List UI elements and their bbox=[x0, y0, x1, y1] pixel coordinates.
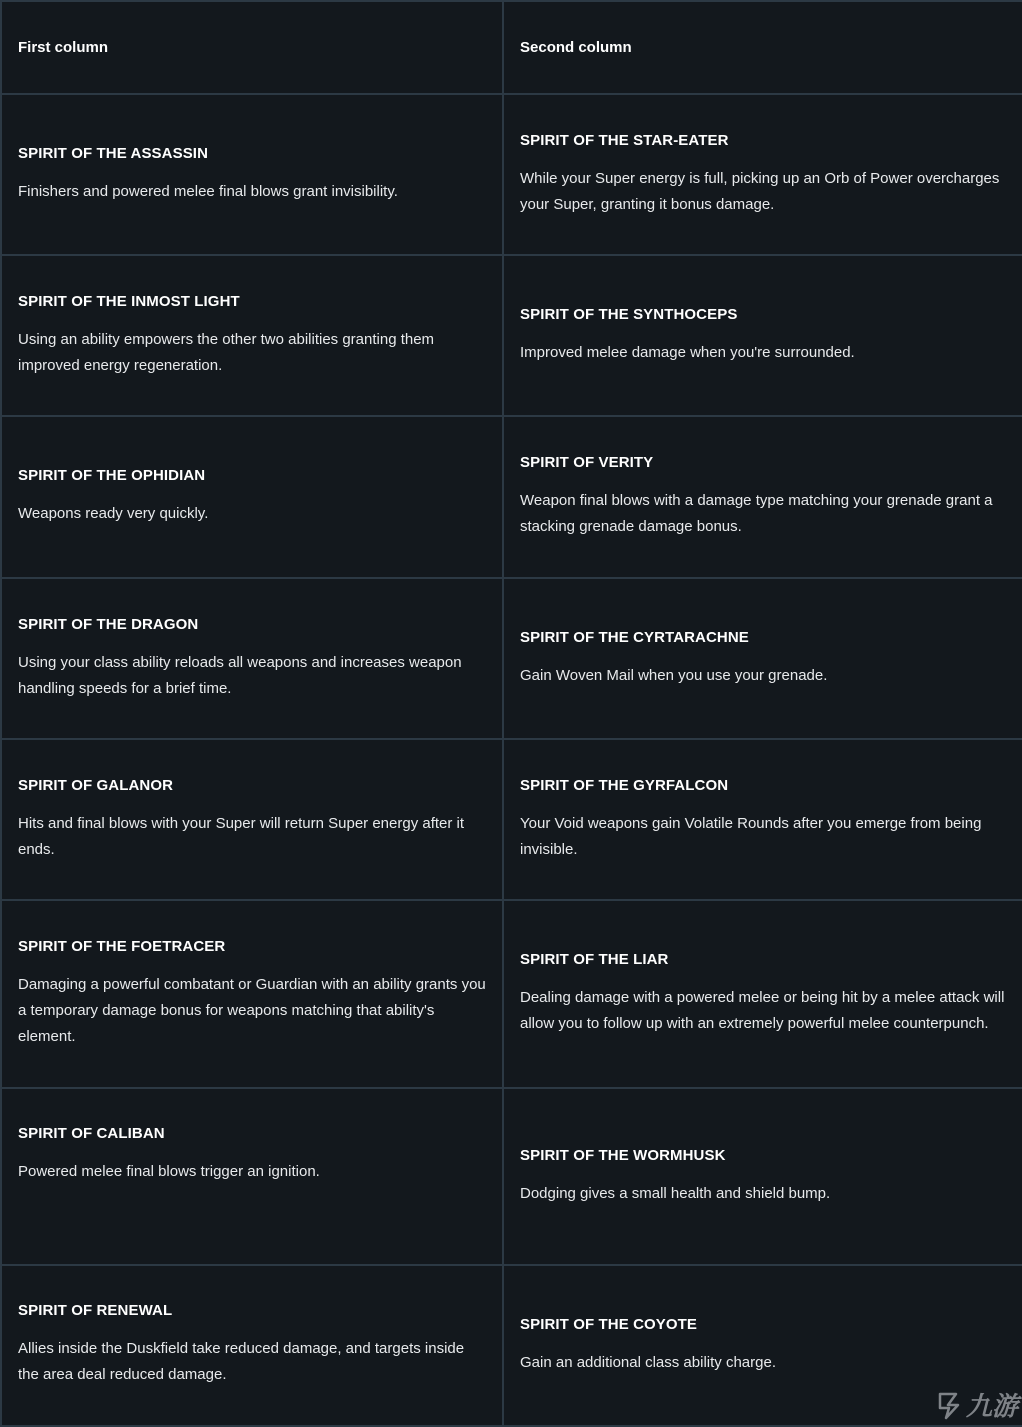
cell-left bbox=[1, 1265, 503, 1426]
perk-name: SPIRIT OF THE WORMHUSK bbox=[520, 1146, 726, 1164]
watermark bbox=[934, 1386, 1018, 1423]
cell-right bbox=[503, 94, 1022, 255]
perk-description: Gain Woven Mail when you use your grenade. bbox=[520, 666, 828, 684]
perk-description: Weapon final blows with a damage type matching your grenade grant a stacking grenade damage bonus. bbox=[520, 492, 993, 535]
perk-description: Damaging a powerful combatant or Guardian with an ability grants you a temporary damage bonus for weapons matching that ability's element. bbox=[18, 976, 486, 1045]
table-row bbox=[1, 416, 1022, 578]
cell-left bbox=[1, 416, 503, 578]
perk-name: SPIRIT OF THE ASSASSIN bbox=[18, 144, 209, 162]
perk-name: SPIRIT OF GALANOR bbox=[18, 776, 174, 794]
perk-description: While your Super energy is full, picking up an Orb of Power overcharges your Super, granting it bonus damage. bbox=[520, 169, 1000, 213]
table-row bbox=[1, 255, 1022, 416]
table-row bbox=[1, 94, 1022, 255]
perk-name: SPIRIT OF THE COYOTE bbox=[520, 1315, 698, 1333]
cell-left bbox=[1, 94, 503, 255]
perk-description: Hits and final blows with your Super will return Super energy after it ends. bbox=[18, 814, 465, 858]
perk-description: Dealing damage with a powered melee or being hit by a melee attack will allow you to follow up with an extremely powerful melee counterpunch. bbox=[520, 989, 1005, 1032]
table-row bbox=[1, 1265, 1022, 1426]
perk-description: Improved melee damage when you're surrounded. bbox=[520, 343, 855, 361]
perk-description: Weapons ready very quickly. bbox=[18, 505, 209, 522]
perk-description: Using an ability empowers the other two abilities granting them improved energy regeneration. bbox=[18, 330, 435, 374]
cell-left bbox=[1, 739, 503, 900]
table-header-row bbox=[1, 1, 1022, 94]
perk-name: SPIRIT OF THE INMOST LIGHT bbox=[18, 292, 240, 310]
cell-left bbox=[1, 1088, 503, 1265]
table-row bbox=[1, 578, 1022, 739]
perk-name: SPIRIT OF THE SYNTHOCEPS bbox=[520, 305, 738, 323]
cell-left bbox=[1, 255, 503, 416]
perk-description: Using your class ability reloads all weapons and increases weapon handling speeds for a brief time. bbox=[18, 653, 462, 697]
perk-name: SPIRIT OF THE LIAR bbox=[520, 951, 669, 968]
perk-name: SPIRIT OF VERITY bbox=[520, 454, 654, 471]
cell-right bbox=[503, 1088, 1022, 1265]
perk-description: Dodging gives a small health and shield bump. bbox=[520, 1184, 831, 1202]
perk-description: Allies inside the Duskfield take reduced damage, and targets inside the area deal reduced damage. bbox=[18, 1340, 465, 1383]
perk-description: Finishers and powered melee final blows grant invisibility. bbox=[18, 182, 398, 200]
perk-description: Powered melee final blows trigger an ignition. bbox=[18, 1163, 320, 1180]
cell-right bbox=[503, 900, 1022, 1088]
perk-name: SPIRIT OF RENEWAL bbox=[18, 1302, 173, 1319]
perk-name: SPIRIT OF THE OPHIDIAN bbox=[18, 467, 206, 484]
perk-name: SPIRIT OF THE DRAGON bbox=[18, 615, 199, 633]
perk-name: SPIRIT OF CALIBAN bbox=[18, 1125, 165, 1142]
perk-name: SPIRIT OF THE GYRFALCON bbox=[520, 776, 729, 794]
watermark-text: 九游 bbox=[965, 1392, 1018, 1422]
cell-right bbox=[503, 416, 1022, 578]
table-row bbox=[1, 900, 1022, 1088]
header-second-column: Second column bbox=[503, 1, 1022, 94]
cell-left bbox=[1, 900, 503, 1088]
header-first-column: First column bbox=[1, 1, 503, 94]
perk-name: SPIRIT OF THE FOETRACER bbox=[18, 938, 226, 955]
perk-name: SPIRIT OF THE STAR-EATER bbox=[520, 131, 729, 149]
perk-name: SPIRIT OF THE CYRTARACHNE bbox=[520, 628, 749, 646]
table-row bbox=[1, 739, 1022, 900]
perk-description: Your Void weapons gain Volatile Rounds after you emerge from being invisible. bbox=[520, 814, 982, 858]
cell-right bbox=[503, 255, 1022, 416]
cell-left bbox=[1, 578, 503, 739]
table-row bbox=[1, 1088, 1022, 1265]
nine-game-logo-icon bbox=[934, 1390, 964, 1420]
cell-right bbox=[503, 578, 1022, 739]
cell-right bbox=[503, 739, 1022, 900]
perk-description: Gain an additional class ability charge. bbox=[520, 1353, 776, 1371]
